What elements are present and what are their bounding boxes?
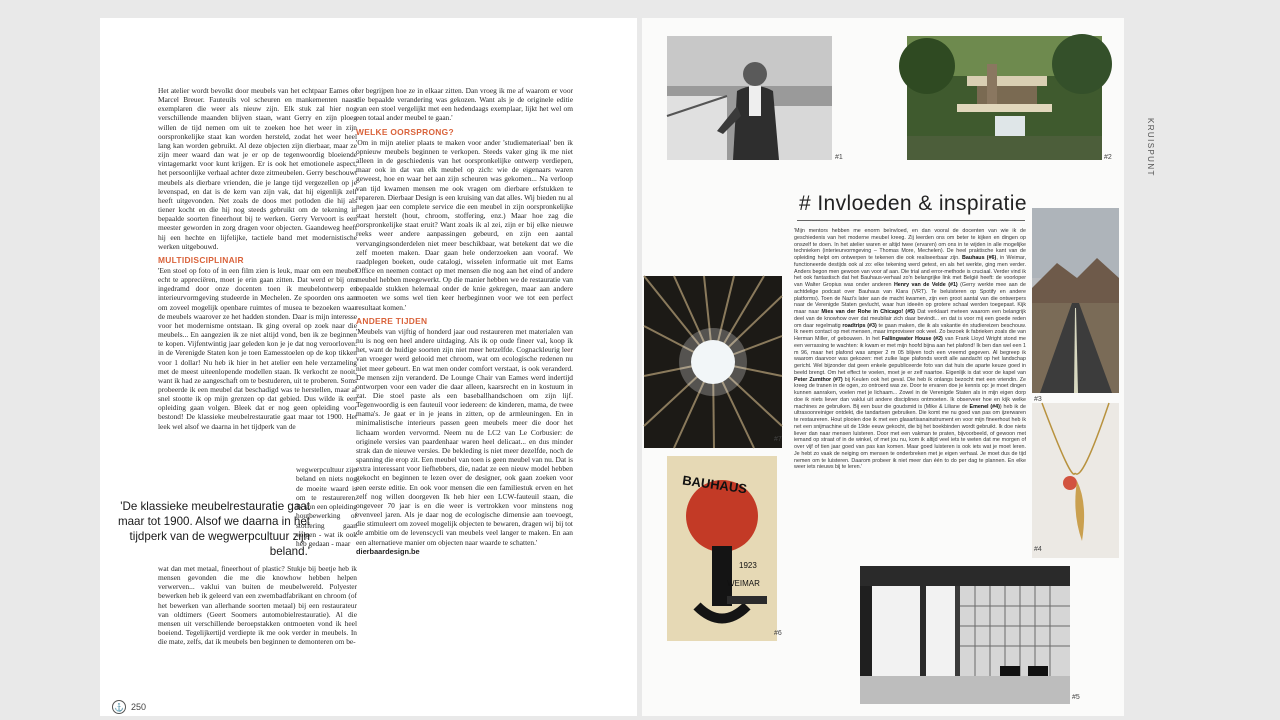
right-page [642,18,1155,716]
section-tab-kruispunt: KRUISPUNT [1146,118,1155,177]
figure-reference: Peter Zumthor (#7) [794,376,843,383]
right-page-body-text [794,228,1026,471]
column-2-text [356,86,573,556]
road-photo-image [1032,208,1119,393]
pull-quote: 'De klassieke meubelrestauratie gaat maar tot 1900. Alsof we daarna in het tijdperk van de wegwerpcultuur zijn beland.' [117,500,310,558]
col2-welke-paragraph: 'Om in mijn atelier plaats te maken voor ander 'studiemateriaal' ben ik opnieuw meubels beginnen te verkopen. Steeds vaker ging ik me niet alleen in de geschiedenis van het oorspronkelijke ontwerp verdiepen, maar ook in dat van elk meubel op zich: wie de eigenaars waren geweest, hoe en waar het aan zijn scheuren was gekomen... Na verloop van tijd kwamen mensen me ook vragen om dierbare erfstukken te repareren. Dierbaar Design is een kruising van dat alles. Wij bieden nu al negen jaar een complete service die een meubel in zijn oorspronkelijke staat herstelt (hout, chroom, stoffering, enz.) Maar hoe zag die oorspronkelijke staat eruit? Want zoals ik al zei, zijn er bij elke nieuwe reeks weer andere aanpassingen gebeurd, en zijn een aantal vervangingsonderdelen niet meer beschikbaar, wat betekent dat we die zelf moeten maken. Daar gaan hele onderzoeken aan vooraf. We raadplegen boeken, oude catalogi, wisselen informatie uit met Eams Office en neemen contact op met mensen die nog aan het eind of andere meubel hebben meegewerkt. Op die manier hebben we de restauratie van bepaalde stukken helemaal onder de knie gekregen, maar aan andere moeten we soms wel tien keer herbeginnen voor we tot een perfect resultaat komen.' [356,137,573,312]
mies-interior-photo-image [860,566,1070,704]
heading-welke-oorsprong: WELKE OORSPRONG? [356,126,454,137]
col1-intro-paragraph: Het atelier wordt bevolkt door meubels van het echtpaar Eames of Marcel Breuer. Fauteuils vol scheuren en mankementen naast exemplaren die weer als nieuw zijn. Elk stuk zal hier nog verschillende maanden blijven staan, want Gerry en zijn ploeg willen de tijd nemen om uit te zoeken hoe het weer in zijn oorspronkelijke staat kan worden hersteld, zodat het weer heel lang kan worden gebruikt. Al deze objecten zijn dierbaar, maar ze zijn meer waard dan wat je er op de tegenwoordig bloeiende vintagemarkt voor kunt krijgen. Er is ook het emotionele aspect, het persoonlijke verhaal achter deze zitmeubelen. Gerry beschouwt meubels als dierbare vrienden, die je lange tijd vergezellen op je levenspad, en dat is de kern van zijn vak, dat hij eigenlijk zelf heeft uitgevonden. Net zoals de doos met potloden die hij als tiener kocht en die hij nog steeds gebruikt om de tekening in bepaalde soorten fineerhout bij te werken. Gerry Vervoort is een meester geworden in zorg dragen voor objecten. Gaandeweg heeft hij een hechte en lijfelijke, tactiele band met modernistische werken uitgebouwd. [158,86,357,251]
body-text-segment: 'Mijn mentors hebben me enorm beïnvloed, en dan vooral de docenten van wie ik de geschiedenis van het moderne meubel kreeg. Zij leerden ons om beter te kijken en dingen op onszelf te doen. In het atelier waren er altijd twee (ervaren) om ons in te wijden in alle mogelijke technieken (interieurvormgeving – Thomas More, Mechelen). De heel praktische kant van de opleiding helpt om ontwerpen te tekenen die ook realiseerbaar zijn. [794,228,1026,261]
bauhaus-poster-image [667,456,777,641]
figure-5-mies-interior-photo [860,566,1070,704]
necklace-photo-image [1032,403,1119,558]
figure-6-bauhaus-poster [667,456,777,641]
body-text-segment: Dat verklaart meteen waarom een belangrijk deel van de knowhow over dat meubilair zich daar bevindt... en dat is voor mij een goede reden om daar regelmatig [794,309,1026,329]
page-number-block [112,700,146,714]
body-text-segment: van Frank Lloyd Wright stond me een verrassing te wachten: ik kwam er met mijn hoofd bijna aan het plafond! Ik ben dan wel een 1 m 96, maar het plafond was amper 2 m 05 blijven toch een vreemd gegeven. Al begreep ik waarom daarvoor was gekozen: met zulke lage plafonds wordt alle aandacht op het landschap gericht. Wel bijzonder dat geen enkele gepubliceerde foto van dat huis die aparte keuze goed in beeld brengt. Om het effect te voelen, moet je er zelf naartoe. Eigenlijk is dat voor de kapel van [794,336,1027,376]
body-text-segment: te gaan maken, die ik als vakantie én studiereizen beschouw. Ik neem contact op met mensen, maar improviseer ook veel. Zo bezoek ik fabrieken zoals die van Herman Miller, of gebouwen. In het [794,322,1027,342]
figure-6-label: #6 [774,630,782,637]
figure-4-necklace-photo [1032,403,1119,558]
page-number: 250 [131,702,147,712]
left-page [100,18,637,716]
column-1-text [158,86,357,431]
poster-weimar-text: WEIMAR [727,579,760,588]
figure-reference: Bauhaus (#6) [961,255,997,261]
figure-5-label: #5 [1072,694,1080,701]
body-text-segment: , in Weimar, functioneerde destijds ook al zo: elke tekening werd getest, en als het werkte, ging men verder. Anders begon men gewoon van voor af aan. Die trial and error-methode is cruciaal. Verder vind ik het ook fantastisch dat het Bauhaus-verhaal zo'n belangrijke link met België heeft: de voorloper van Walter Gropius was onder anderen [794,255,1026,288]
figure-reference: roadtrips (#3) [842,322,877,329]
figure-2-label: #2 [1104,154,1112,161]
chapel-photo-image [644,276,782,448]
figure-reference: Mies van der Rohe in Chicago! (#5) [821,309,915,315]
heading-multidisciplinair: MULTIDISCIPLINAIR [158,254,244,265]
figure-7-chapel-photo [644,276,782,448]
website-url[interactable]: dierbaardesign.be [356,546,420,556]
figure-reference: Fallingwater House (#2) [881,336,943,342]
figure-reference: Emenel (#4) [969,403,1000,410]
col2-andere-paragraph: 'Meubels van vijftig of honderd jaar oud restaureren met materialen van nu is nog een heel andere uitdaging. Als ik op oude fineer val, koop ik het, want de huidige soorten zijn niet meer hetzelfde. Cognackleurig leer van vroeger werd gelooid met chroom, wat om ecologische redenen nu niet meer gebeurt. En wat men onder comfort verstaat, is ook veranderd. De mensen zijn veranderd. De Lounge Chair van Eames werd indertijd ontworpen voor een vader die daar alleen, kaarsrecht en in kostuum in zat. Die stoel paste als een baseballhandschoen om zijn lijf. Tegenwoordig is een fauteuil voor iedereen: de kinderen, mama, de twee mama's. Je gaat er in je jeans in zitten, op de armleuningen. En in minimalistische interieurs passen geen meubels meer die door het lichaam worden vervormd. Neem nu de LC2 van Le Corbusier: de originele versies van paardenhaar waren heel delicaat... en dus minder strak dan de nieuwe versies. De bekleding is niet meer dezelfde, noch de spanning die erop zit. Een meubel van toen is geen meubel van nu. Dat is extra interessant voor liefhebbers, die, nadat ze een nieuw model hebben gekocht en beginnen te lezen over de designer, ook gaan zoeken voor een eerste editie. En ook voor mensen die een familiestuk erven en het zelf nog willen doorgeven Ik heb hier een LCW-fauteuil staan, die ongeveer 70 jaar is en die weer is vertrokken voor minstens nog evenveel jaren. Als je daar nog de ecologische dimensie aan toevoegt, die stimuleert om zoveel mogelijk objecten te bewaren, dragen wij bij tot de ambitie om de levenscycli van meubels veel langer te maken. En aan een alternatieve manier om objecten naar waarde te schatten.' [356,326,573,547]
poster-year-text: 1923 [739,561,757,570]
column-1-lower-text [158,564,357,646]
body-text-segment: ) heb ik de ultrasoonreiniger ontdekt, die tandartsen gebruiken. Die komt me nu goed van pas om ijzerwaren te restaureren. Hout plooien doe ik met een glasartisanainstrument en voor mijn fineerhout heb ik net een snijmachine uit de 19de eeuw gekocht, die bij het boekbinden wordt gebruikt. Ik doe niets liever dan naar mensen luisteren. Door met een vakman te praten, bijvoorbeeld, of gewoon met iemand op straat of in de winkel, of met jou nu, kom ik altijd veel iets te weten dat me morgen of over vijf of tien jaar goed van pas kan komen. Maar goed luisteren is ook iets wat je moet leren. Je hebt zo vaak de neiging om mensen te onderbreken met je eigen verhaal. Je moet dus de tijd nemen om te luisteren. Daarom probeer ik niet meer dan één to do per dag te plannen. En elke weer iets nieuws bij te leren.' [794,403,1027,471]
heading-andere-tijden: ANDERE TIJDEN [356,315,428,326]
heading-underline [797,220,1025,221]
figure-2-fallingwater-photo [907,36,1102,160]
section-heading: # Invloeden & inspiratie [799,192,1027,215]
magazine-logo-icon: ⚓ [112,700,126,714]
wrapped-text-around-quote: wegwerpcultuur zijn beland en niets nog de moeite waard is om te restaureren. Ik kon een opleiding houtbewerking of stoffering gaan volgen - wat ik ook heb gedaan - maar [296,465,357,549]
poster-bauhaus-text: BAUHAUS [681,472,748,497]
figure-1-portrait-photo [667,36,832,160]
figure-reference: Henry van de Velde (#1) [893,282,958,288]
figure-3-label: #3 [1034,396,1042,403]
fallingwater-photo-image [907,36,1102,160]
body-text-segment: (Gerry werkte mee aan de achtdelige podcast over Bauhaus van Klara (VRT). Te beluisteren op Spotify en andere platforms). Toen de Nazi's later aan de macht kwamen, zijn een groot aantal van die ontwerpers naar de Verenigde Staten gevlucht, waar hun ideeën op grotere schaal werden toegepast. Kijk maar naar [794,282,1026,315]
figure-4-label: #4 [1034,546,1042,553]
col1-lower-paragraph: wat dan met metaal, fineerhout of plastic? Stukje bij beetje heb ik mensen gevonden die me die knowhow hebben helpen verwerven... vaklui van buiten de meubelwereld. Polyester bewerken heb ik geleerd van een zwembadfabrikant en chroom (of het bewerken van allerhande soorten metaal) bij een restaurateur van oldtimers (Geert Soomers automobielrestauratie). Al die mensen uit verschillende beroepstakken ontmoeten vond ik heel boeiend. Tegelijkertijd verdiepte ik me ook verder in meubels. In die mate, zelfs, dat ik meubels ben beginnen te demonteren om be- [158,564,357,647]
body-text-segment: bij Keulen ook het geval. Die heb ik onlangs bezocht met een vriendin. Ze kreeg de tranen in de ogen, zo ontroerd was ze. Door te ervaren doe je kennis op: je moet dingen kunnen aanraken, voelen met je lichaam... Zowel in de Verenigde Staten als in mijn eigen dorp doe ik niets liever dan vaklui uit andere disciplines ontmoeten. Ik observeer hoe en kijk welke machines ze gebruiken. Bij een buur die goudsmid is (Mike & Liliane de [794,376,1026,410]
col1-multi-paragraph: 'Een stoel op foto of in een film zien is leuk, maar om een meubel echt te appreciëren, moet je erin gaan zitten. Dat werd er bij ons ingedramd door onze docenten toen ik meubelontwerp en interieurvormgeving studeerde in Mechelen. Ze spoorden ons aan om zoveel mogelijk openbare ruimtes of musea te bezoeken waar de meubels waarover ze het hadden stonden. Daar is mijn interesse voor het modernisme ontstaan. Ik ging overal op zoek naar die meubels... En aangezien ik ze niet altijd vond, ben ik ze beginnen te kopen. Vijfentwintig jaar geleden kon je je dat nog veroorloven: in de Verenigde Staten kon je toen Eamesstoelen op de kop tikken voor 1 dollar! Nu heb ik hier in het atelier een hele verzameling met de meest uiteenlopende modellen staan. Ik verkocht ze nooit, want ik had ze aangeschaft om te bestuderen, uit te proberen. Soms probeerde ik een meubel dat beschadigd was te herstellen, maar al snel stootte ik op mijn grenzen op dat gebied. Dus wilde ik een opleiding gaan volgen. Bleek dat er nog geen opleiding voor bestond! De klassieke meubelrestauratie gaat maar tot 1900. Het leek wel alsof we daarna in het tijdperk van de [158,265,357,431]
figure-3-road-photo [1032,208,1119,393]
figure-7-label: #7 [774,436,782,443]
portrait-photo-image [667,36,832,160]
col2-intro-paragraph: ter begrijpen hoe ze in elkaar zitten. Dan vroeg ik me af waarom er voor die bepaalde verandering was gekozen. Want als je de originele editie van een stoel vergelijkt met een hedendaags exemplaar, lijkt het wel om een totaal ander meubel te gaan.' [356,86,573,123]
figure-1-label: #1 [835,154,843,161]
